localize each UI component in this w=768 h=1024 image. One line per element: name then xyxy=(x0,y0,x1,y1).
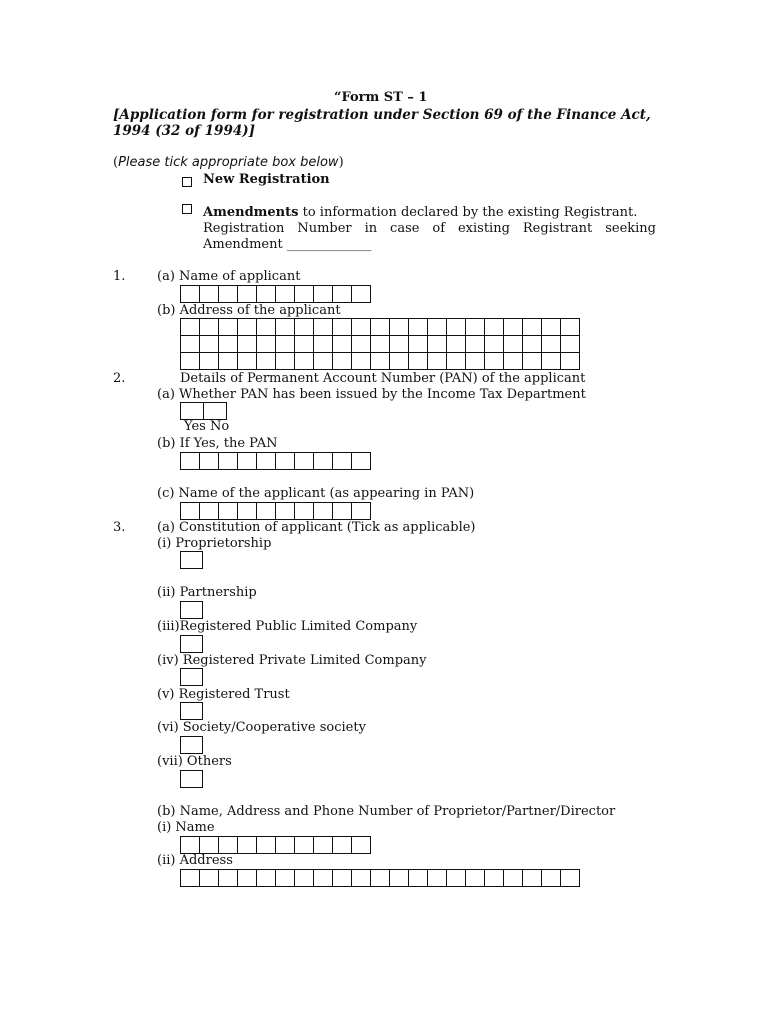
input-cell[interactable] xyxy=(389,352,409,370)
applicant-name-boxes[interactable] xyxy=(180,285,371,303)
form-subtitle-line1: [Application form for registration under Section 69 of the Finance Act, xyxy=(113,107,651,123)
input-cell[interactable] xyxy=(275,352,295,370)
pan-boxes[interactable] xyxy=(180,452,371,470)
input-cell[interactable] xyxy=(294,452,314,470)
option-proprietorship: (i) Proprietorship xyxy=(157,536,272,551)
input-cell[interactable] xyxy=(294,285,314,303)
q2b-label: (b) If Yes, the PAN xyxy=(157,436,278,451)
input-cell[interactable] xyxy=(332,335,352,353)
input-cell[interactable] xyxy=(256,836,276,854)
trust-box[interactable] xyxy=(180,702,203,720)
input-cell[interactable] xyxy=(218,869,238,887)
input-cell[interactable] xyxy=(313,452,333,470)
input-cell[interactable] xyxy=(332,285,352,303)
input-cell[interactable] xyxy=(256,335,276,353)
input-cell[interactable] xyxy=(237,869,257,887)
q3b-address-label: (ii) Address xyxy=(157,853,233,868)
input-cell[interactable] xyxy=(389,335,409,353)
input-cell[interactable] xyxy=(203,402,227,420)
q1-number: 1. xyxy=(113,269,126,284)
input-cell[interactable] xyxy=(541,318,561,336)
input-cell[interactable] xyxy=(237,352,257,370)
input-cell[interactable] xyxy=(256,352,276,370)
option-others: (vii) Others xyxy=(157,754,232,769)
input-cell[interactable] xyxy=(256,318,276,336)
input-cell[interactable] xyxy=(218,335,238,353)
instruction-open-paren: ( xyxy=(113,155,119,170)
input-cell[interactable] xyxy=(351,502,371,520)
input-cell[interactable] xyxy=(199,836,219,854)
input-cell[interactable] xyxy=(275,318,295,336)
amendments-rest: to information declared by the existing Registrant. xyxy=(298,205,638,220)
input-cell[interactable] xyxy=(351,452,371,470)
input-cell[interactable] xyxy=(294,335,314,353)
input-cell[interactable] xyxy=(332,502,352,520)
input-cell[interactable] xyxy=(370,335,390,353)
input-cell[interactable] xyxy=(484,869,504,887)
input-cell[interactable] xyxy=(560,318,580,336)
q2c-label: (c) Name of the applicant (as appearing in PAN) xyxy=(157,486,475,501)
input-cell[interactable] xyxy=(313,335,333,353)
input-cell[interactable] xyxy=(332,836,352,854)
input-cell[interactable] xyxy=(237,318,257,336)
input-cell[interactable] xyxy=(465,318,485,336)
input-cell[interactable] xyxy=(294,502,314,520)
input-cell[interactable] xyxy=(313,285,333,303)
input-cell[interactable] xyxy=(427,869,447,887)
input-cell[interactable] xyxy=(351,869,371,887)
input-cell[interactable] xyxy=(427,335,447,353)
public-limited-box[interactable] xyxy=(180,635,203,653)
input-cell[interactable] xyxy=(275,836,295,854)
q3b-name-label: (i) Name xyxy=(157,820,215,835)
input-cell[interactable] xyxy=(332,318,352,336)
input-cell[interactable] xyxy=(294,352,314,370)
q1b-label: (b) Address of the applicant xyxy=(157,303,341,318)
yes-no-labels: Yes No xyxy=(184,419,230,434)
input-cell[interactable] xyxy=(199,502,219,520)
input-cell[interactable] xyxy=(313,869,333,887)
input-cell[interactable] xyxy=(541,869,561,887)
input-cell[interactable] xyxy=(237,502,257,520)
input-cell[interactable] xyxy=(560,335,580,353)
input-cell[interactable] xyxy=(275,452,295,470)
input-cell[interactable] xyxy=(199,352,219,370)
address-boxes-row-3[interactable] xyxy=(180,352,580,370)
input-cell[interactable] xyxy=(313,352,333,370)
input-cell[interactable] xyxy=(370,352,390,370)
amendments-checkbox[interactable] xyxy=(182,204,192,214)
input-cell[interactable] xyxy=(560,869,580,887)
input-cell[interactable] xyxy=(503,869,523,887)
input-cell[interactable] xyxy=(446,869,466,887)
input-cell[interactable] xyxy=(427,352,447,370)
option-society: (vi) Society/Cooperative society xyxy=(157,720,366,735)
input-cell[interactable] xyxy=(218,836,238,854)
input-cell[interactable] xyxy=(408,318,428,336)
input-cell[interactable] xyxy=(465,352,485,370)
input-cell[interactable] xyxy=(351,335,371,353)
input-cell[interactable] xyxy=(199,452,219,470)
input-cell[interactable] xyxy=(180,352,200,370)
q2-heading: Details of Permanent Account Number (PAN) of the applicant xyxy=(180,371,586,386)
q3a-label: (a) Constitution of applicant (Tick as applicable) xyxy=(157,520,476,535)
new-registration-label: New Registration xyxy=(203,172,330,187)
address-boxes-row-2[interactable] xyxy=(180,335,580,353)
input-cell[interactable] xyxy=(332,352,352,370)
input-cell[interactable] xyxy=(351,352,371,370)
input-cell[interactable] xyxy=(389,318,409,336)
option-trust: (v) Registered Trust xyxy=(157,687,290,702)
input-cell[interactable] xyxy=(408,352,428,370)
amendment-line: Amendment _____________ xyxy=(203,237,372,252)
input-cell[interactable] xyxy=(218,318,238,336)
input-cell[interactable] xyxy=(446,335,466,353)
input-cell[interactable] xyxy=(180,452,200,470)
input-cell[interactable] xyxy=(237,452,257,470)
input-cell[interactable] xyxy=(294,836,314,854)
input-cell[interactable] xyxy=(351,318,371,336)
partnership-box[interactable] xyxy=(180,601,203,619)
input-cell[interactable] xyxy=(370,318,390,336)
input-cell[interactable] xyxy=(218,285,238,303)
input-cell[interactable] xyxy=(256,502,276,520)
input-cell[interactable] xyxy=(484,335,504,353)
input-cell[interactable] xyxy=(199,869,219,887)
input-cell[interactable] xyxy=(484,352,504,370)
input-cell[interactable] xyxy=(313,836,333,854)
input-cell[interactable] xyxy=(294,318,314,336)
input-cell[interactable] xyxy=(256,285,276,303)
q1a-label: (a) Name of applicant xyxy=(157,269,301,284)
pan-yes-no-boxes[interactable] xyxy=(180,402,227,420)
input-cell[interactable] xyxy=(275,285,295,303)
input-cell[interactable] xyxy=(180,502,200,520)
input-cell[interactable] xyxy=(199,318,219,336)
input-cell[interactable] xyxy=(408,335,428,353)
input-cell[interactable] xyxy=(180,335,200,353)
input-cell[interactable] xyxy=(503,318,523,336)
input-cell[interactable] xyxy=(351,285,371,303)
option-partnership: (ii) Partnership xyxy=(157,585,257,600)
input-cell[interactable] xyxy=(199,285,219,303)
input-cell[interactable] xyxy=(541,352,561,370)
input-cell[interactable] xyxy=(522,869,542,887)
input-cell[interactable] xyxy=(332,869,352,887)
q2a-label: (a) Whether PAN has been issued by the Income Tax Department xyxy=(157,387,586,402)
q3b-label: (b) Name, Address and Phone Number of Proprietor/Partner/Director xyxy=(157,804,616,819)
form-subtitle-line2: 1994 (32 of 1994)] xyxy=(113,123,256,139)
instruction-close-paren: ) xyxy=(338,155,344,170)
input-cell[interactable] xyxy=(256,452,276,470)
society-box[interactable] xyxy=(180,736,203,754)
input-cell[interactable] xyxy=(294,869,314,887)
pan-name-boxes[interactable] xyxy=(180,502,371,520)
proprietor-name-boxes[interactable] xyxy=(180,836,371,854)
input-cell[interactable] xyxy=(503,352,523,370)
input-cell[interactable] xyxy=(465,869,485,887)
q3-number: 3. xyxy=(113,520,126,535)
option-public-limited: (iii)Registered Public Limited Company xyxy=(157,619,418,634)
input-cell[interactable] xyxy=(389,869,409,887)
input-cell[interactable] xyxy=(370,869,390,887)
form-title: “Form ST – 1 xyxy=(334,90,428,105)
amendments-bold-label: Amendments xyxy=(203,205,299,220)
input-cell[interactable] xyxy=(408,869,428,887)
input-cell[interactable] xyxy=(275,869,295,887)
private-limited-box[interactable] xyxy=(180,668,203,686)
input-cell[interactable] xyxy=(522,352,542,370)
input-cell[interactable] xyxy=(275,335,295,353)
input-cell[interactable] xyxy=(313,318,333,336)
input-cell[interactable] xyxy=(237,285,257,303)
tick-instruction xyxy=(113,155,344,170)
input-cell[interactable] xyxy=(522,318,542,336)
input-cell[interactable] xyxy=(180,869,200,887)
input-cell[interactable] xyxy=(446,352,466,370)
input-cell[interactable] xyxy=(313,502,333,520)
amendment-registration-number-text: Registration Number in case of existing Registrant seeking xyxy=(203,221,656,236)
others-box[interactable] xyxy=(180,770,203,788)
input-cell[interactable] xyxy=(180,402,204,420)
input-cell[interactable] xyxy=(351,836,371,854)
input-cell[interactable] xyxy=(275,502,295,520)
proprietorship-box[interactable] xyxy=(180,551,203,569)
input-cell[interactable] xyxy=(180,285,200,303)
input-cell[interactable] xyxy=(446,318,466,336)
input-cell[interactable] xyxy=(237,836,257,854)
input-cell[interactable] xyxy=(503,335,523,353)
input-cell[interactable] xyxy=(218,452,238,470)
address-boxes-row-1[interactable] xyxy=(180,318,580,336)
input-cell[interactable] xyxy=(180,836,200,854)
q2-number: 2. xyxy=(113,371,126,386)
input-cell[interactable] xyxy=(237,335,257,353)
input-cell[interactable] xyxy=(332,452,352,470)
new-registration-checkbox[interactable] xyxy=(182,177,192,187)
input-cell[interactable] xyxy=(180,318,200,336)
input-cell[interactable] xyxy=(218,352,238,370)
input-cell[interactable] xyxy=(465,335,485,353)
proprietor-address-boxes[interactable] xyxy=(180,869,580,887)
option-private-limited: (iv) Registered Private Limited Company xyxy=(157,653,427,668)
input-cell[interactable] xyxy=(218,502,238,520)
input-cell[interactable] xyxy=(199,335,219,353)
input-cell[interactable] xyxy=(427,318,447,336)
input-cell[interactable] xyxy=(541,335,561,353)
input-cell[interactable] xyxy=(256,869,276,887)
amendments-text xyxy=(203,205,637,220)
instruction-text: Please tick appropriate box below xyxy=(118,155,339,170)
input-cell[interactable] xyxy=(484,318,504,336)
input-cell[interactable] xyxy=(522,335,542,353)
input-cell[interactable] xyxy=(560,352,580,370)
